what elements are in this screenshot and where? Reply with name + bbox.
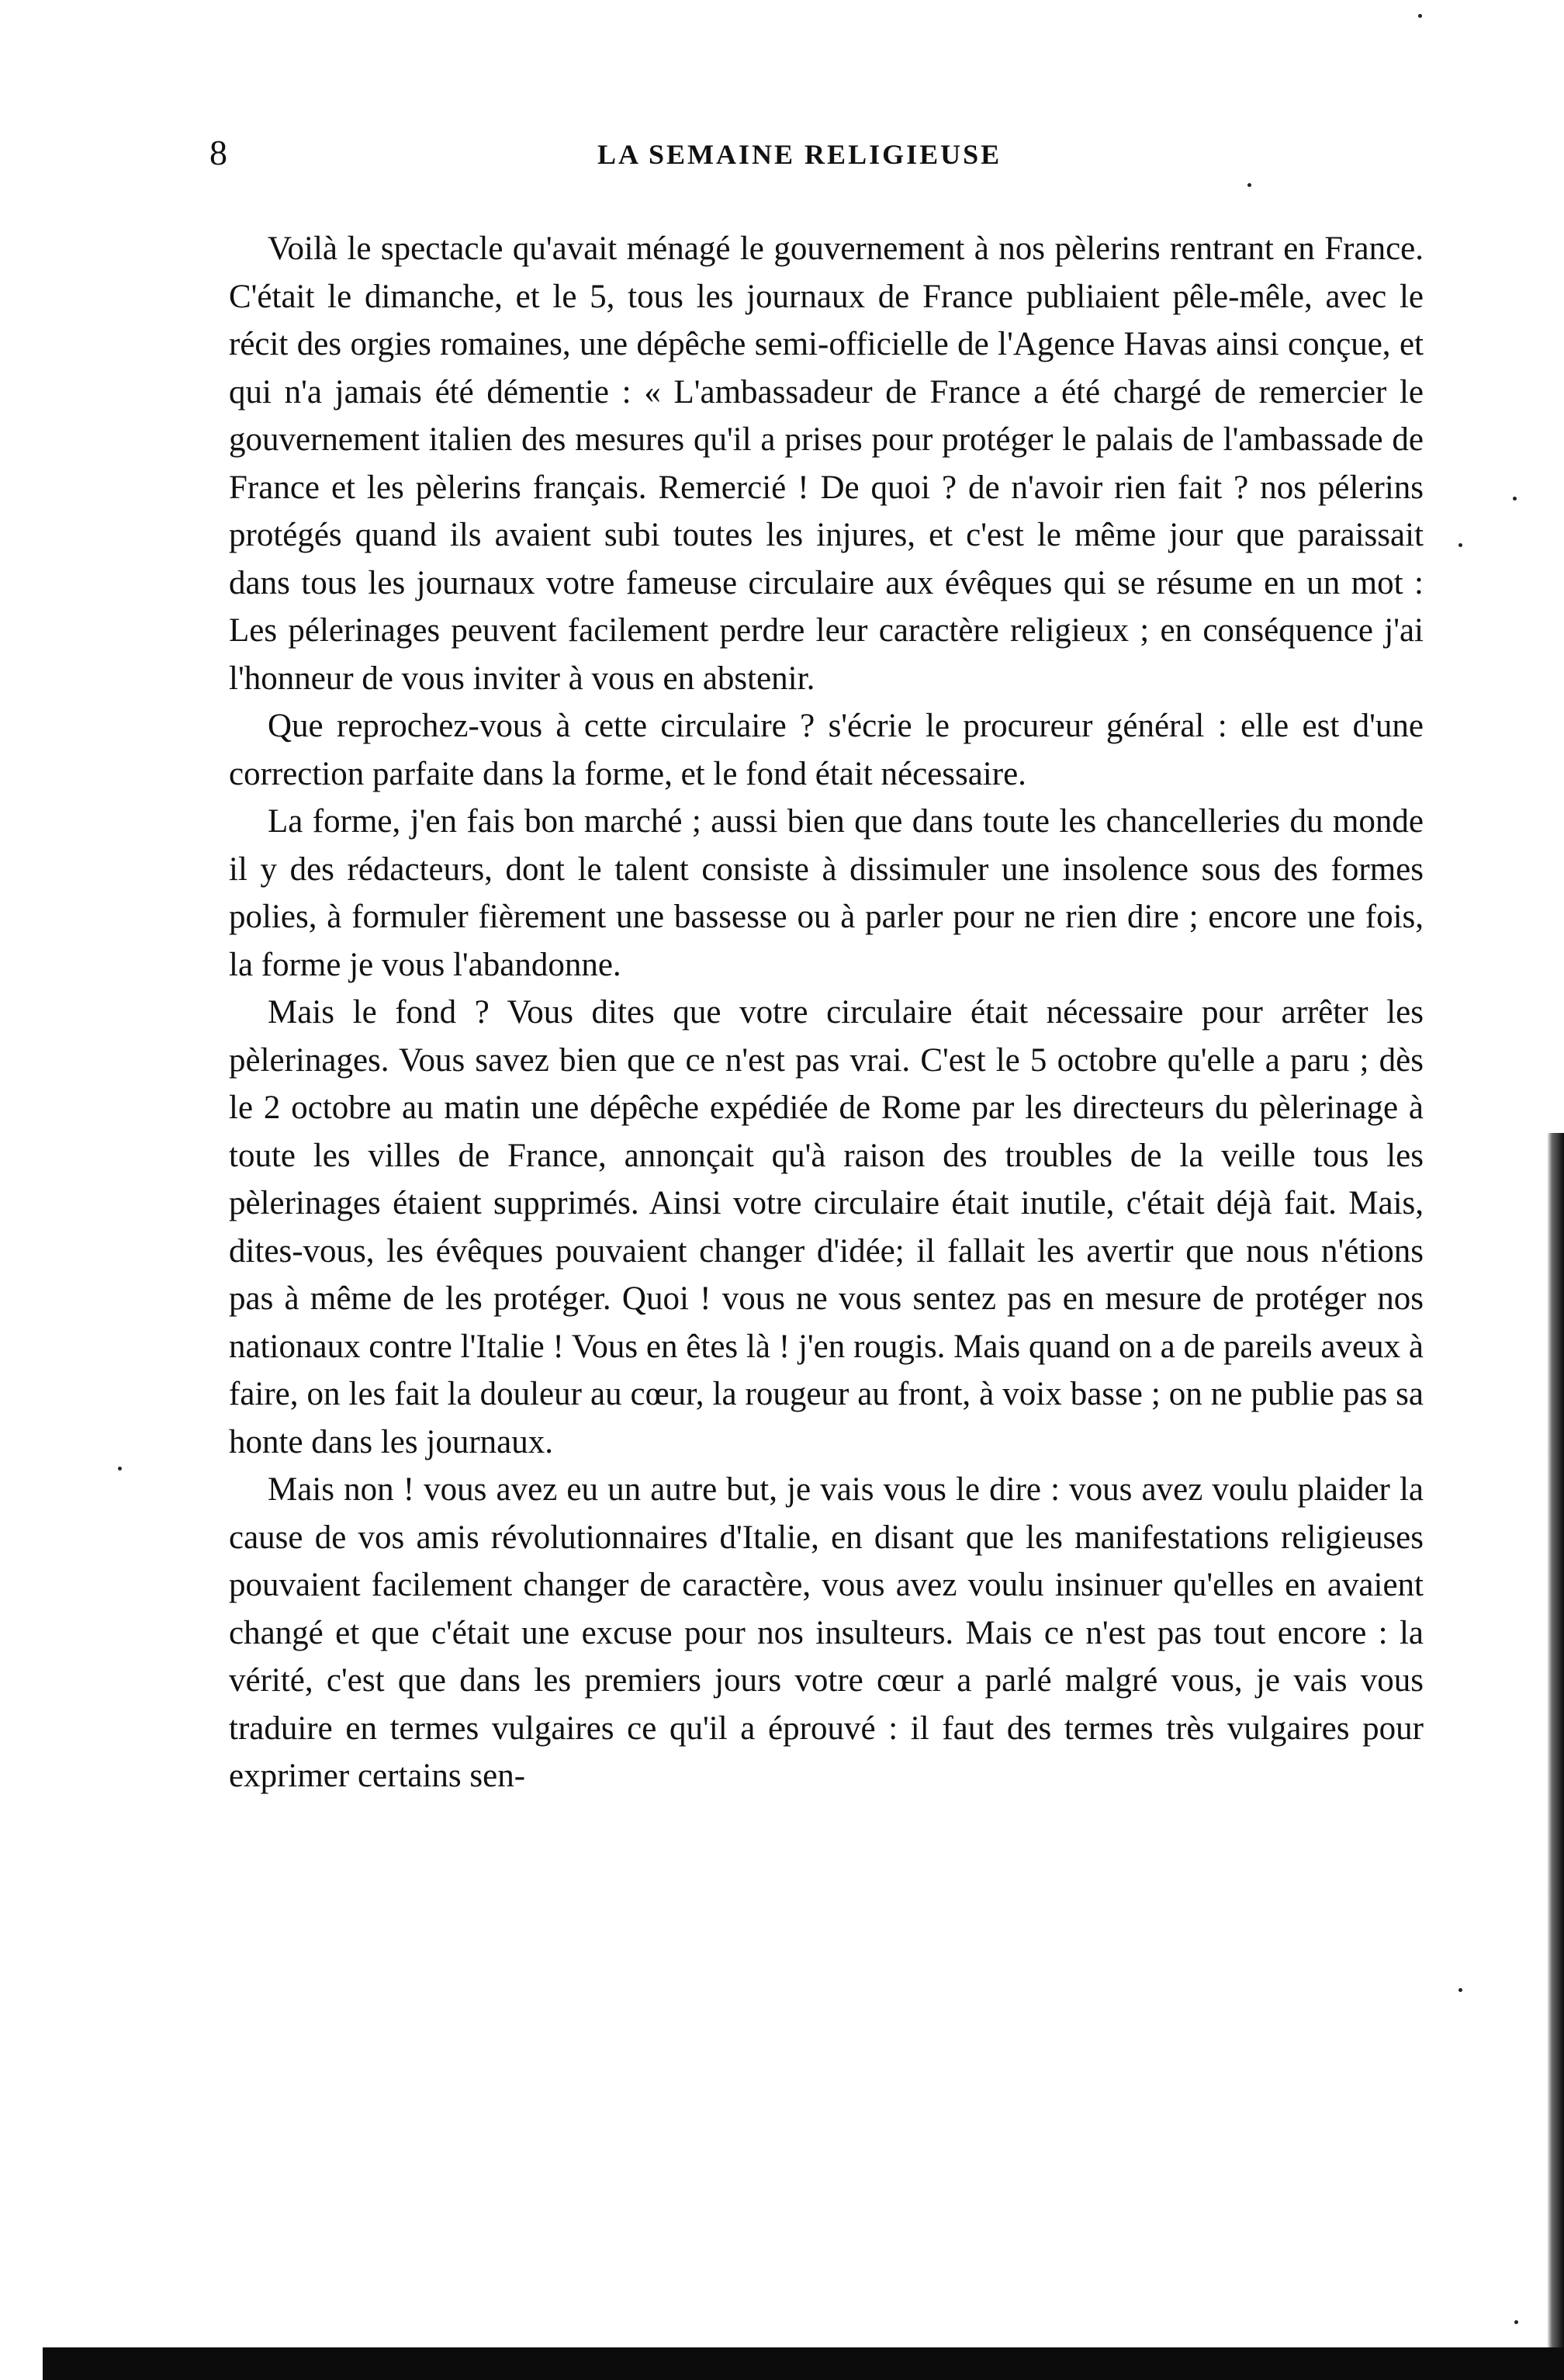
- paragraph-1: Voilà le spectacle qu'avait ménagé le gouvernement à nos pèlerins rentrant en France. C'était le dimanche, et le 5, tous les journaux de France publiaient pêle-mêle, avec le récit des orgies romaines, une dépêche semi-officielle de l'Agence Havas ainsi conçue, et qui n'a jamais été démentie : « L'ambassadeur de France a été chargé de remercier le gouvernement italien des mesures qu'il a prises pour protéger le palais de l'ambassade de France et les pèlerins français. Remercié ! De quoi ? de n'avoir rien fait ? nos pélerins protégés quand ils avaient subi toutes les injures, et c'est le même jour que paraissait dans tous les journaux votre fameuse circulaire aux évêques qui se résume en un mot : Les pélerinages peuvent facilement perdre leur caractère religieux ; en conséquence j'ai l'honneur de vous inviter à vous en abstenir.: [229, 230, 1424, 697]
- scan-speck: [1458, 1988, 1462, 1992]
- paragraph-4: Mais le fond ? Vous dites que votre circulaire était nécessaire pour arrêter les pèlerinages. Vous savez bien que ce n'est pas vrai. C'est le 5 octobre qu'elle a paru ; dès le 2 octobre au matin une dépêche expédiée de Rome par les directeurs du pèlerinage à toute les villes de France, annonçait qu'à raison des troubles de la veille tous les pèlerinages étaient supprimés. Ainsi votre circulaire était inutile, c'était déjà fait. Mais, dites-vous, les évêques pouvaient changer d'idée; il fallait les avertir que nous n'étions pas à même de les protéger. Quoi ! vous ne vous sentez pas en mesure de protéger nos nationaux contre l'Italie ! Vous en êtes là ! j'en rougis. Mais quand on a de pareils aveux à faire, on les fait la douleur au cœur, la rougeur au front, à voix basse ; on ne publie pas sa honte dans les journaux.: [229, 994, 1424, 1460]
- scan-border: [43, 2347, 1564, 2380]
- paragraph-2: Que reprochez-vous à cette circulaire ? s'écrie le procureur général : elle est d'une correction parfaite dans la forme, et le fond était nécessaire.: [229, 708, 1424, 792]
- scan-speck: [1458, 543, 1462, 547]
- running-head-title: LA SEMAINE RELIGIEUSE: [597, 139, 1002, 170]
- scan-speck: [1513, 497, 1517, 501]
- paragraph-5: Mais non ! vous avez eu un autre but, je vais vous le dire : vous avez voulu plaider la cause de vos amis révolutionnaires d'Italie, en disant que les manifestations religieuses pouvaient facilement changer de caractère, vous avez voulu insinuer qu'elles en avaient changé et que c'était une excuse pour nos insulteurs. Mais ce n'est pas tout encore : la vérité, c'est que dans les premiers jours votre cœur a parlé malgré vous, je vais vous traduire en termes vulgaires ce qu'il a éprouvé : il faut des termes très vulgaires pour exprimer certains sen-: [229, 1471, 1424, 1794]
- scan-speck: [1247, 183, 1251, 187]
- page-edge-shadow: [1547, 1133, 1564, 2375]
- scan-speck: [1514, 2320, 1518, 2324]
- body-text: [229, 225, 1424, 1800]
- scan-speck: [118, 1467, 122, 1471]
- page-number: 8: [209, 133, 227, 172]
- running-head: [209, 132, 1427, 194]
- scan-speck: [1418, 14, 1422, 18]
- paragraph-3: La forme, j'en fais bon marché ; aussi bien que dans toute les chancelleries du monde il y des rédacteurs, dont le talent consiste à dissimuler une insolence sous des formes polies, à formuler fièrement une bassesse ou à parler pour ne rien dire ; encore une fois, la forme je vous l'abandonne.: [229, 803, 1424, 983]
